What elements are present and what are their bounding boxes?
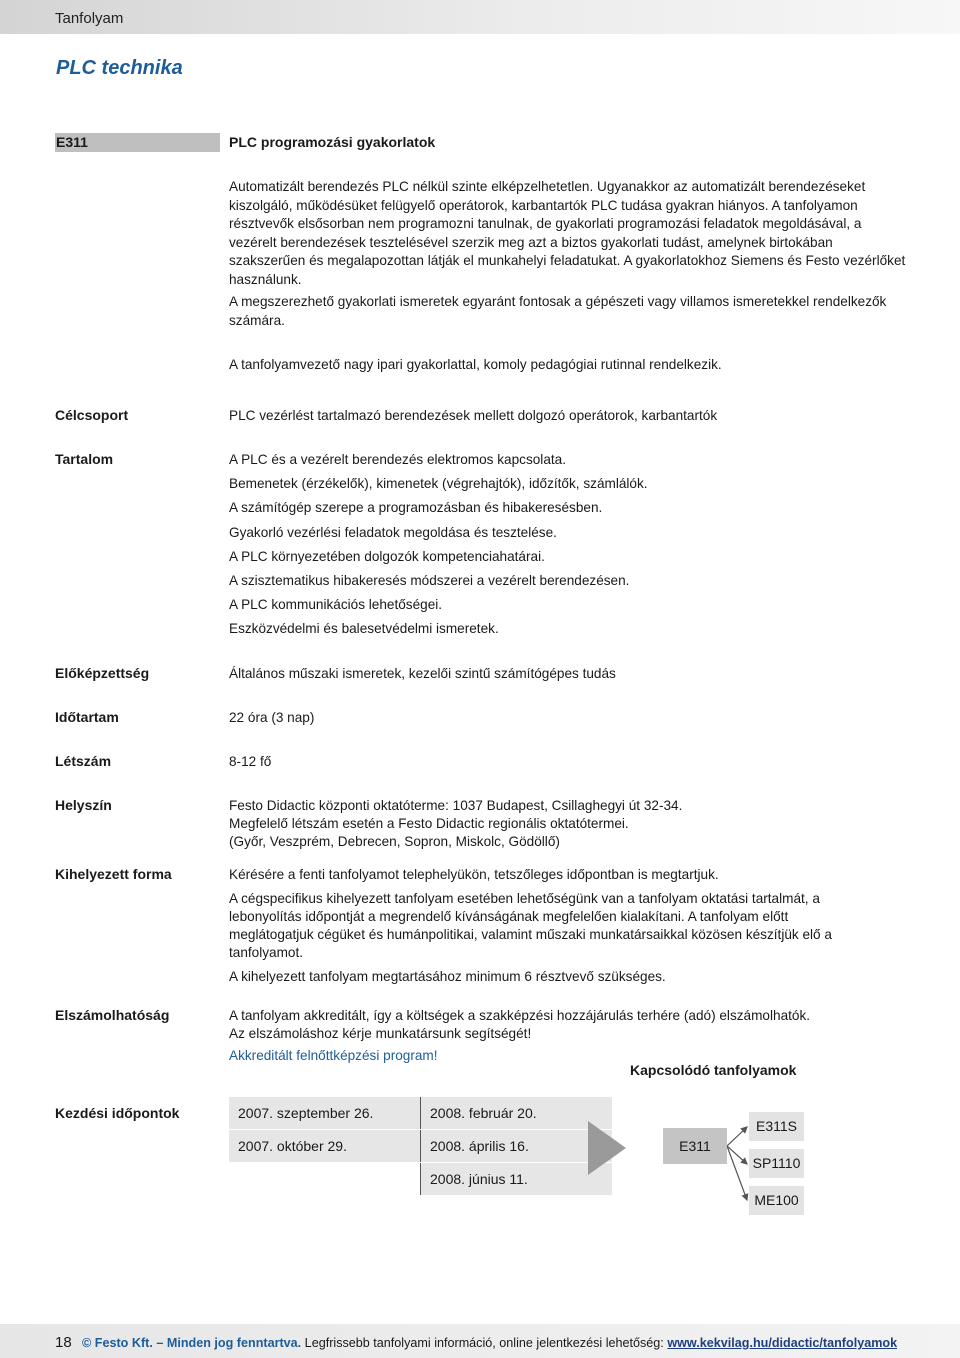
course-code: E311 [55,133,220,152]
page-footer [0,1324,960,1358]
tartalom-list [229,451,889,645]
course-title: PLC programozási gyakorlatok [229,134,436,150]
value-elokepzettseg: Általános műszaki ismeretek, kezelői szintű számítógépes tudás [229,666,616,681]
label-elszamolhatosag: Elszámolhatóság [55,1007,170,1023]
label-letszam: Létszám [55,753,112,769]
table-row [229,1130,612,1163]
copyright-text: © Festo Kft. – Minden jog fenntartva. [82,1336,302,1350]
helyszin-block [229,797,889,851]
date-cell: 2008. április 16. [421,1130,613,1163]
label-celcsoport: Célcsoport [55,407,129,423]
footer-text [82,1336,897,1350]
related-course-link[interactable]: E311S [749,1112,804,1141]
date-cell: 2008. június 11. [421,1163,613,1196]
accreditation-link[interactable]: Akkreditált felnőttképzési program! [229,1048,438,1063]
intro-paragraph: A tanfolyamvezető nagy ipari gyakorlattal, komoly pedagógiai rutinnal rendelkezik. [229,357,722,372]
top-header-bar [0,0,960,34]
value-celcsoport: PLC vezérlést tartalmazó berendezések mellett dolgozó operátorok, karbantartók [229,408,718,423]
section-title: PLC technika [56,57,183,79]
related-course-main: E311 [663,1128,727,1164]
kihelyezett-block [229,866,869,992]
date-cell: 2007. október 29. [229,1130,421,1163]
connector-arrows-icon [727,1110,751,1220]
page-number: 18 [55,1334,72,1351]
label-tartalom: Tartalom [55,451,114,467]
intro-paragraph: Automatizált berendezés PLC nélkül szinte elképzelhetetlen. Ugyanakkor az automatizált berendezéseket kiszolgáló, működésüket felügyelő operátorok, karbantartók PLC tudása gyakran hiányos. A tanfolyamon résztvevők elsősorban nem programozni tanulnak, de gyakorlati programozási feladatok megoldásával, a vezérelt berendezések tesztelésével szerzik meg azt a biztos gyakorlati tudást, amelynek birtokában szakszerűen és megalapozottan látják el munkahelyi feladatukat. A gyakorlatokhoz Siemens és Festo vezérlőket használunk. [229,179,906,287]
course-intro [229,178,909,379]
helyszin-line: Festo Didactic központi oktatóterme: 1037 Budapest, Csillaghegyi út 32-34. [229,798,683,813]
list-item: Eszközvédelmi és balesetvédelmi ismeretek. [229,621,499,637]
related-course-link[interactable]: SP1110 [749,1149,804,1178]
list-item: Gyakorló vezérlési feladatok megoldása és tesztelése. [229,524,557,540]
arrow-right-icon [588,1121,626,1175]
kihelyezett-paragraph: Kérésére a fenti tanfolyamot telephelyükön, tetszőleges időpontban is megtartjuk. [229,867,719,882]
date-cell: 2007. szeptember 26. [229,1097,421,1130]
footer-info: Legfrissebb tanfolyami információ, online jelentkezési lehetőség: [301,1336,668,1350]
table-row [229,1097,612,1130]
label-idotartam: Időtartam [55,709,119,725]
related-course-link[interactable]: ME100 [749,1186,804,1215]
label-kezdesi: Kezdési időpontok [55,1105,180,1121]
helyszin-line: Megfelelő létszám esetén a Festo Didactic regionális oktatótermei. [229,816,629,831]
elszamolhatosag-block [229,1007,929,1065]
list-item: A szisztematikus hibakeresés módszerei a vezérelt berendezésen. [229,572,630,588]
label-kihelyezett: Kihelyezett forma [55,866,172,882]
elszamolhatosag-line: A tanfolyam akkreditált, így a költségek a szakképzési hozzájárulás terhére (adó) elszámolhatók. [229,1008,811,1023]
helyszin-line: (Győr, Veszprém, Debrecen, Sopron, Miskolc, Gödöllő) [229,834,560,849]
start-dates-table [229,1097,612,1196]
table-row [229,1163,612,1196]
related-courses-title: Kapcsolódó tanfolyamok [630,1062,797,1078]
elszamolhatosag-line: Az elszámoláshoz kérje munkatársunk segítségét! [229,1026,532,1041]
footer-link[interactable]: www.kekvilag.hu/didactic/tanfolyamok [667,1336,898,1350]
list-item: A PLC környezetében dolgozók kompetenciahatárai. [229,548,545,564]
label-helyszin: Helyszín [55,797,112,813]
list-item: Bemenetek (érzékelők), kimenetek (végrehajtók), időzítők, számlálók. [229,476,648,492]
list-item: A PLC kommunikációs lehetőségei. [229,597,443,613]
value-idotartam: 22 óra (3 nap) [229,710,315,725]
label-elokepzettseg: Előképzettség [55,665,150,681]
value-letszam: 8-12 fő [229,754,272,769]
kihelyezett-paragraph: A kihelyezett tanfolyam megtartásához minimum 6 résztvevő szükséges. [229,969,666,984]
header-label: Tanfolyam [55,10,124,27]
kihelyezett-paragraph: A cégspecifikus kihelyezett tanfolyam esetében lehetőségünk van a tanfolyam oktatási tartalmát, a lebonyolítás időpontját a megrendelő kívánságának megfelelően kialakítani. A tanfolyam előtt meglátogatjuk cégüket és humánpolitikai, valamint műszaki munkatársaikkal közösen készítjük elő a tanfolyamot. [229,891,832,960]
date-cell [229,1163,421,1196]
list-item: A számítógép szerepe a programozásban és hibakeresésben. [229,500,603,516]
list-item: A PLC és a vezérelt berendezés elektromos kapcsolata. [229,452,567,467]
intro-paragraph: A megszerezhető gyakorlati ismeretek egyaránt fontosak a gépészeti vagy villamos ismeretekkel rendelkezők számára. [229,294,887,328]
date-cell: 2008. február 20. [421,1097,613,1130]
